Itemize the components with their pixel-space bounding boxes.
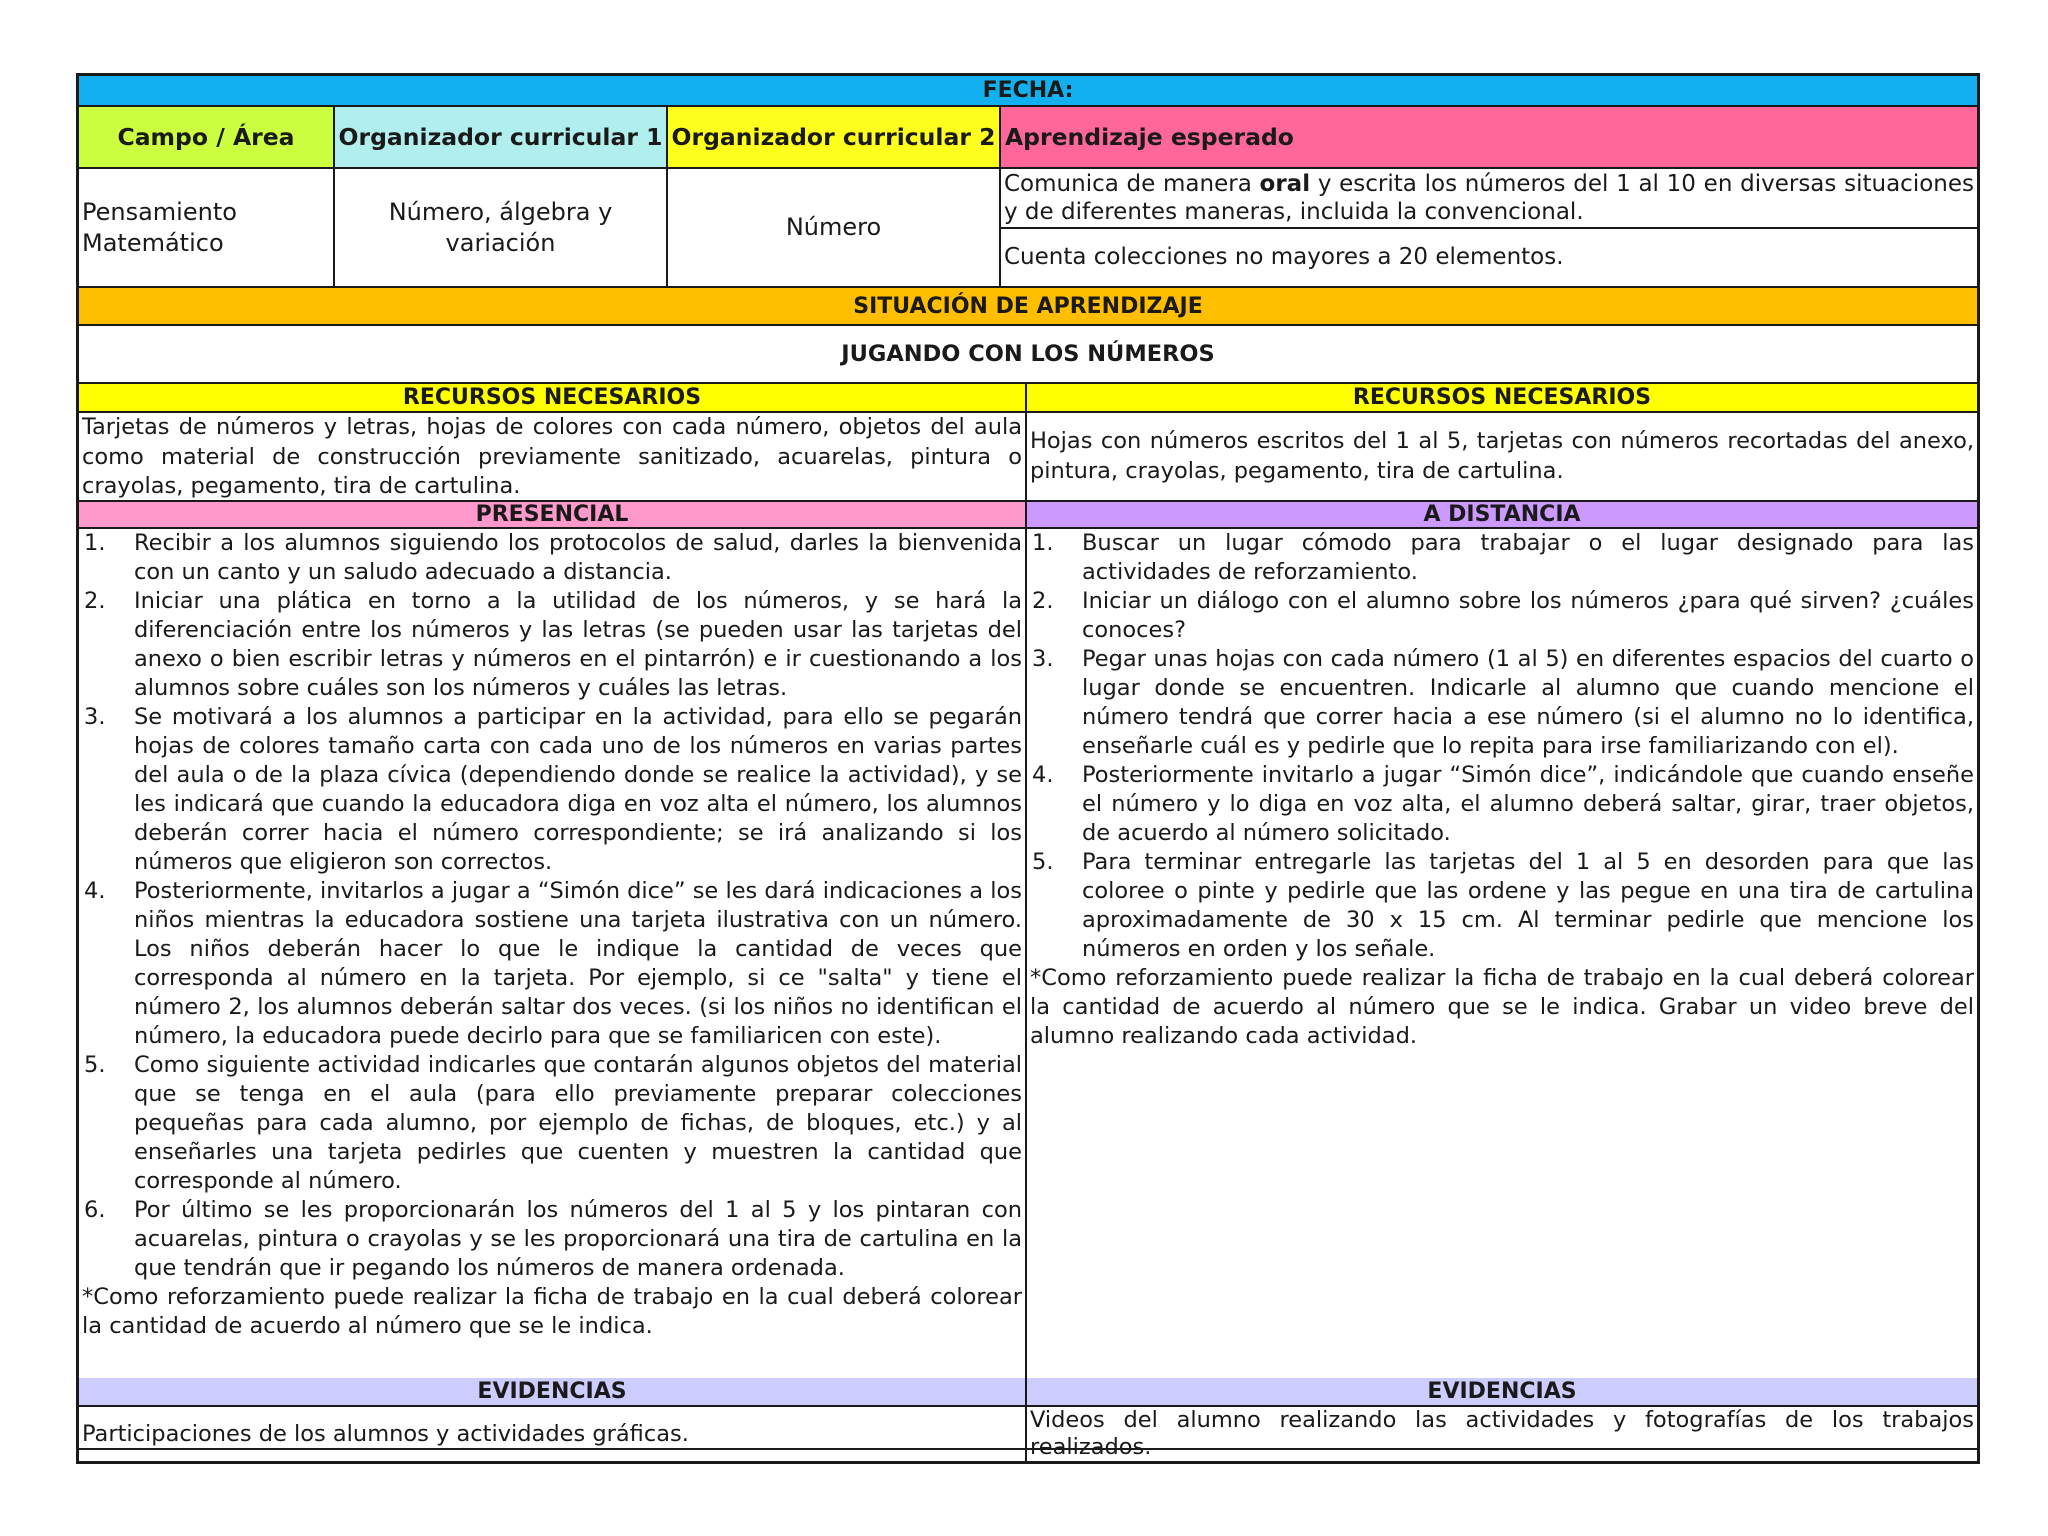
list-item [82, 1196, 1022, 1283]
list-item-text: Iniciar un diálogo con el alumno sobre los números ¿para qué sirven? ¿cuáles conoces? [1082, 588, 1974, 643]
fecha-label: FECHA: [982, 78, 1074, 103]
presencial-header: PRESENCIAL [79, 502, 1027, 529]
recursos-distancia-header: RECURSOS NECESARIOS [1027, 384, 1977, 413]
distancia-activities [1027, 529, 1977, 1450]
recursos-distancia-text: Hojas con números escritos del 1 al 5, tarjetas con números recortadas del anexo, pintura, crayolas, pegamento, tira de cartulina. [1027, 413, 1977, 502]
list-item-text: Recibir a los alumnos siguiendo los protocolos de salud, darles la bienvenida con un canto y un saludo adecuado a distancia. [134, 530, 1022, 585]
organizador1-header: Organizador curricular 1 [335, 107, 668, 169]
recursos-presencial-text: Tarjetas de números y letras, hojas de colores con cada número, objetos del aula como material de construcción previamente sanitizado, acuarelas, pintura o crayolas, pegamento, tira de cartulina. [79, 413, 1027, 502]
distancia-header: A DISTANCIA [1027, 502, 1977, 529]
organizador2-value: Número [668, 169, 1001, 288]
distancia-list [1030, 529, 1974, 964]
list-item-number: 4. [1032, 762, 1054, 788]
list-item [1030, 848, 1974, 964]
organizador1-value: Número, álgebra y variación [335, 169, 668, 288]
evidencias-distancia-header: EVIDENCIAS [1027, 1378, 1977, 1407]
aprendizaje-value-2: Cuenta colecciones no mayores a 20 elementos. [1001, 229, 1977, 288]
list-item-number: 3. [84, 704, 106, 730]
fecha-header [79, 76, 1977, 107]
list-item-text: Posteriormente invitarlo a jugar “Simón dice”, indicándole que cuando enseñe el número y lo diga en voz alta, el alumno deberá saltar, girar, traer objetos, de acuerdo al número solicitado. [1082, 762, 1974, 846]
distancia-note: *Como reforzamiento puede realizar la ficha de trabajo en la cual deberá colorear la cantidad de acuerdo al número que se le indica. Grabar un video breve del alumno realizando cada actividad. [1030, 965, 1974, 1049]
list-item-text: Para terminar entregarle las tarjetas del 1 al 5 en desorden para que las coloree o pinte y pedirle que las ordene y las pegue en una tira de cartulina aproximadamente de 30 x 15 cm. Al terminar pedirle que mencione los números en orden y los señale. [1082, 849, 1974, 962]
situacion-header: SITUACIÓN DE APRENDIZAJE [79, 288, 1977, 326]
situacion-title: JUGANDO CON LOS NÚMEROS [79, 326, 1977, 384]
evidencias-distancia-text: Videos del alumno realizando las actividades y fotografías de los trabajos realizados. [1030, 1407, 1974, 1460]
aprendizaje-header: Aprendizaje esperado [1001, 107, 1977, 169]
list-item-text: Buscar un lugar cómodo para trabajar o el lugar designado para las actividades de reforzamiento. [1082, 530, 1974, 585]
list-item-number: 5. [84, 1052, 106, 1078]
list-item [1030, 587, 1974, 645]
campo-value: Pensamiento Matemático [79, 169, 335, 288]
list-item [1030, 761, 1974, 848]
list-item-text: Por último se les proporcionarán los números del 1 al 5 y los pintaran con acuarelas, pintura o crayolas y se les proporcionará una tira de cartulina en la que tendrán que ir pegando los números de manera ordenada. [134, 1197, 1022, 1281]
presencial-note: *Como reforzamiento puede realizar la ficha de trabajo en la cual deberá colorear la cantidad de acuerdo al número que se le indica. [82, 1284, 1022, 1339]
list-item-number: 3. [1032, 646, 1054, 672]
list-item [82, 529, 1022, 587]
evidencias-presencial-header: EVIDENCIAS [79, 1378, 1027, 1407]
list-item-text: Pegar unas hojas con cada número (1 al 5) en diferentes espacios del cuarto o lugar donde se encuentren. Indicarle al alumno que cuando mencione el número tendrá que correr hacia a ese número (si el alumno no lo identifica, enseñarle cuál es y pedirle que lo repita para irse familiarizando con el). [1082, 646, 1974, 759]
list-item [1030, 645, 1974, 761]
list-item-text: Como siguiente actividad indicarles que contarán algunos objetos del material que se tenga en el aula (para ello previamente preparar colecciones pequeñas para cada alumno, por ejemplo de fichas, de bloques, etc.) y al enseñarles una tarjeta pedirles que cuenten y muestren la cantidad que corresponde al número. [134, 1052, 1022, 1194]
campo-header: Campo / Área [79, 107, 335, 169]
list-item-number: 1. [84, 530, 106, 556]
list-item-number: 4. [84, 878, 106, 904]
list-item [82, 587, 1022, 703]
list-item [82, 1051, 1022, 1196]
aprendizaje-value-1: Comunica de manera oral y escrita los números del 1 al 10 en diversas situaciones y de diferentes maneras, incluida la convencional. [1001, 169, 1977, 229]
list-item-text: Iniciar una plática en torno a la utilidad de los números, y se hará la diferenciación entre los números y las letras (se pueden usar las tarjetas del anexo o bien escribir letras y números en el pintarrón) e ir cuestionando a los alumnos sobre cuáles son los números y cuáles las letras. [134, 588, 1022, 701]
list-item-number: 1. [1032, 530, 1054, 556]
list-item-number: 2. [84, 588, 106, 614]
list-item-number: 2. [1032, 588, 1054, 614]
list-item-number: 6. [84, 1197, 106, 1223]
organizador2-header: Organizador curricular 2 [668, 107, 1001, 169]
list-item-number: 5. [1032, 849, 1054, 875]
list-item-text: Posteriormente, invitarlos a jugar a “Simón dice” se les dará indicaciones a los niños mientras la educadora sostiene una tarjeta ilustrativa con un número. Los niños deberán hacer lo que le indique la cantidad de veces que corresponda al número en la tarjeta. Por ejemplo, si ce "salta" y tiene el número 2, los alumnos deberán saltar dos veces. (si los niños no identifican el número, la educadora puede decirlo para que se familiaricen con este). [134, 878, 1022, 1049]
recursos-presencial-header: RECURSOS NECESARIOS [79, 384, 1027, 413]
presencial-activities [79, 529, 1027, 1450]
list-item [1030, 529, 1974, 587]
planning-table [76, 73, 1980, 1464]
list-item [82, 703, 1022, 877]
list-item-text: Se motivará a los alumnos a participar en la actividad, para ello se pegarán hojas de colores tamaño carta con cada uno de los números en varias partes del aula o de la plaza cívica (dependiendo donde se realice la actividad), y se les indicará que cuando la educadora diga en voz alta el número, los alumnos deberán correr hacia el número correspondiente; se irá analizando si los números que eligieron son correctos. [134, 704, 1022, 875]
list-item [82, 877, 1022, 1051]
presencial-list [82, 529, 1022, 1283]
evidencias-presencial-text: Participaciones de los alumnos y actividades gráficas. [79, 1407, 1027, 1461]
